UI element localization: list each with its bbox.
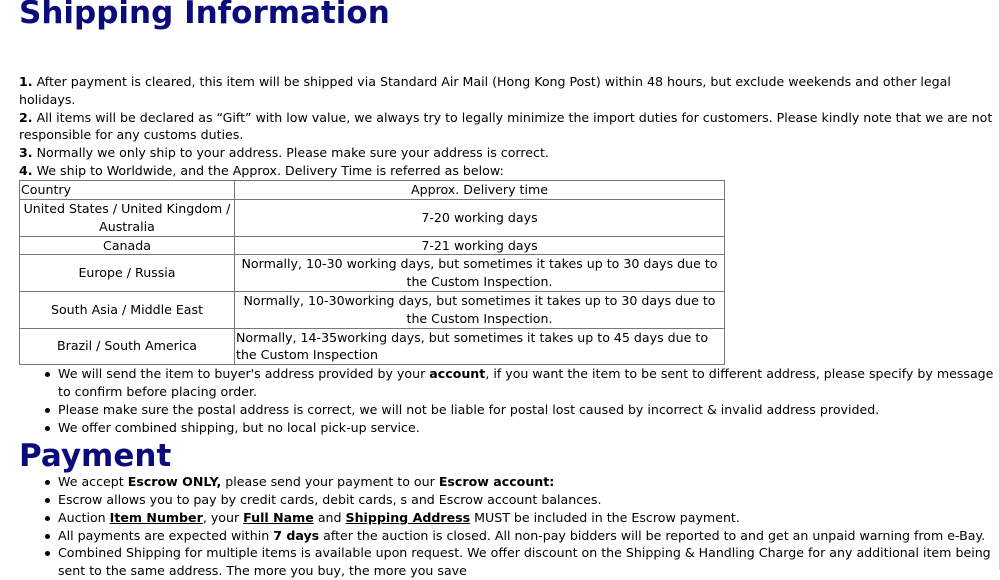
payment-notes-list bbox=[19, 473, 999, 580]
table-row bbox=[20, 255, 725, 292]
country-cell: South Asia / Middle East bbox=[20, 291, 235, 328]
note-text: after the auction is closed. All non-pay bidders will be reported to and get an unpaid warning from e-Bay. bbox=[319, 527, 986, 543]
country-cell: Europe / Russia bbox=[20, 255, 235, 292]
delivery-time-cell: 7-20 working days bbox=[235, 199, 725, 236]
term-text: We ship to Worldwide, and the Approx. Delivery Time is referred as below: bbox=[32, 162, 504, 178]
list-item bbox=[58, 365, 999, 401]
term-text: Normally we only ship to your address. Please make sure your address is correct. bbox=[32, 145, 549, 161]
note-text: MUST be included in the Escrow payment. bbox=[470, 509, 740, 525]
term-text: All items will be declared as “Gift” with low value, we always try to legally minimize the import duties for customers. Please kindly note that we are not responsible for any customs duties. bbox=[19, 109, 993, 143]
list-item bbox=[58, 509, 999, 527]
term-number: 2. bbox=[19, 109, 33, 125]
term-text: After payment is cleared, this item will be shipped via Standard Air Mail (Hong Kong Post) within 48 hours, but exclude weekends and other legal holidays. bbox=[19, 74, 951, 107]
page-content bbox=[19, 0, 999, 580]
note-text: Escrow allows you to pay by credit cards, debit cards, s and Escrow account balances. bbox=[58, 491, 602, 507]
country-cell: Canada bbox=[20, 236, 235, 255]
note-text: , your bbox=[202, 509, 244, 525]
note-text: please send your payment to our bbox=[221, 473, 439, 489]
note-text: We accept bbox=[58, 473, 128, 489]
note-text: Auction bbox=[58, 509, 110, 525]
shipping-term-1 bbox=[19, 73, 999, 109]
shipping-address-emphasis: Shipping Address bbox=[345, 509, 471, 525]
shipping-term-4 bbox=[19, 162, 999, 180]
term-number: 1. bbox=[19, 74, 33, 89]
delivery-time-cell: 7-21 working days bbox=[235, 236, 725, 255]
delivery-time-cell: Normally, 10-30 working days, but sometimes it takes up to 30 days due to the Custom Inspection. bbox=[235, 255, 725, 292]
note-text: We offer combined shipping, but no local pick-up service. bbox=[58, 419, 420, 435]
note-emphasis: account bbox=[429, 366, 486, 382]
note-text: Combined Shipping for multiple items is available upon request. We offer discount on the Shipping & Handling Charge for any additional item being sent to the same address. The more you buy, the more you save bbox=[58, 545, 991, 579]
table-row bbox=[20, 291, 725, 328]
table-row bbox=[20, 328, 725, 365]
shipping-heading: Shipping Information bbox=[19, 0, 390, 31]
note-text: and bbox=[313, 509, 346, 525]
list-item bbox=[58, 544, 999, 580]
shipping-term-3 bbox=[19, 144, 999, 162]
list-item bbox=[58, 527, 999, 545]
list-item bbox=[58, 473, 999, 491]
delivery-time-cell: Normally, 10-30working days, but sometimes it takes up to 30 days due to the Custom Inspection. bbox=[235, 291, 725, 328]
note-emphasis: 7 days bbox=[273, 527, 320, 543]
term-number: 3. bbox=[19, 145, 33, 161]
table-header-row bbox=[20, 180, 725, 199]
delivery-time-cell: Normally, 14-35working days, but sometimes it takes up to 45 days due to the Custom Inspection bbox=[235, 328, 725, 365]
shipping-term-2 bbox=[19, 109, 999, 145]
note-text: , if you want the item to be sent to different address, please specify by message to confirm before placing order. bbox=[58, 366, 994, 400]
shipping-notes-list bbox=[19, 365, 999, 437]
country-cell: United States / United Kingdom / Australia bbox=[20, 199, 235, 236]
payment-heading: Payment bbox=[19, 437, 172, 474]
list-item bbox=[58, 401, 999, 419]
note-emphasis: Escrow ONLY, bbox=[127, 473, 222, 489]
note-text: All payments are expected within bbox=[58, 527, 274, 543]
item-number-emphasis: Item Number bbox=[109, 509, 203, 525]
table-row bbox=[20, 199, 725, 236]
column-header-delivery-time: Approx. Delivery time bbox=[235, 180, 725, 199]
note-text: We will send the item to buyer's address provided by your bbox=[58, 366, 430, 382]
column-header-country: Country bbox=[20, 180, 235, 199]
table-row bbox=[20, 236, 725, 255]
delivery-time-table bbox=[19, 180, 725, 365]
note-text: Please make sure the postal address is correct, we will not be liable for postal lost caused by incorrect & invalid address provided. bbox=[58, 401, 880, 417]
term-number: 4. bbox=[19, 162, 33, 178]
list-item bbox=[58, 419, 999, 437]
full-name-emphasis: Full Name bbox=[243, 509, 314, 525]
shipping-terms-list bbox=[19, 73, 999, 180]
note-emphasis: Escrow account: bbox=[438, 473, 555, 489]
country-cell: Brazil / South America bbox=[20, 328, 235, 365]
list-item bbox=[58, 491, 999, 509]
